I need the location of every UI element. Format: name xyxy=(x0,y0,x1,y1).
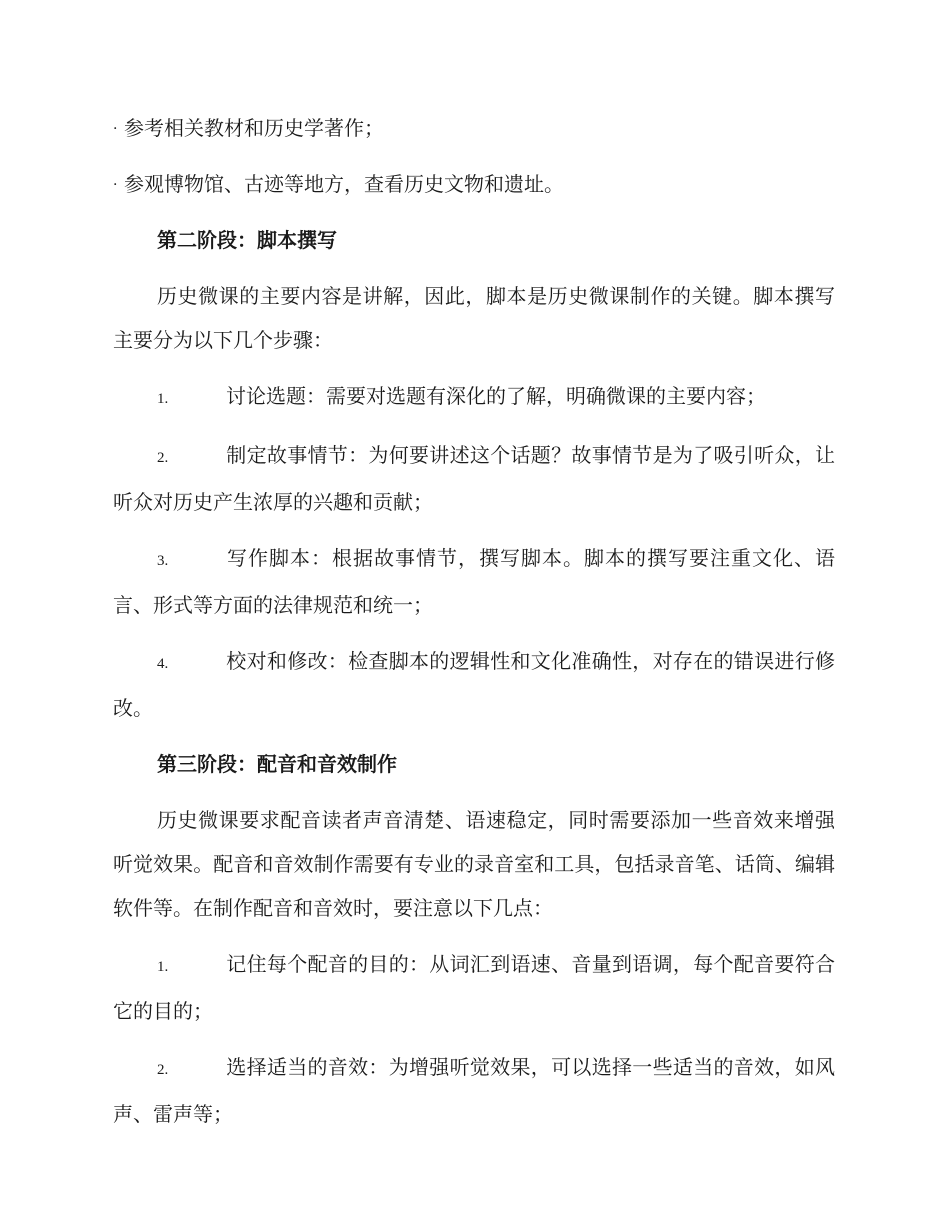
list-number: 1. xyxy=(157,959,169,975)
list-text: 制定故事情节：为何要讲述这个话题？故事情节是为了吸引听众，让听众对历史产生浓厚的兴趣和贡献； xyxy=(113,443,835,514)
list-number: 3. xyxy=(157,553,169,569)
bullet-text: 参考相关教材和历史学著作； xyxy=(124,116,384,140)
bullet-marker: · xyxy=(113,177,118,193)
document-body xyxy=(113,106,835,1148)
list-item xyxy=(113,639,835,730)
list-item xyxy=(113,942,835,1033)
list-text: 写作脚本：根据故事情节，撰写脚本。脚本的撰写要注重文化、语言、形式等方面的法律规范和统一； xyxy=(113,546,835,617)
section-heading-stage3: 第三阶段：配音和音效制作 xyxy=(157,752,397,776)
list-text: 讨论选题：需要对选题有深化的了解，明确微课的主要内容； xyxy=(226,384,766,408)
bullet-text: 参观博物馆、古迹等地方，查看历史文物和遗址。 xyxy=(124,172,564,196)
list-text: 记住每个配音的目的：从词汇到语速、音量到语调，每个配音要符合它的目的； xyxy=(113,952,835,1023)
list-item xyxy=(113,536,835,627)
list-number: 4. xyxy=(157,656,169,672)
section-heading-stage2: 第二阶段：脚本撰写 xyxy=(157,228,337,252)
paragraph-stage3-intro: 历史微课要求配音读者声音清楚、语速稳定，同时需要添加一些音效来增强听觉效果。配音和音效制作需要有专业的录音室和工具，包括录音笔、话筒、编辑软件等。在制作配音和音效时，要注意以下几点： xyxy=(113,808,835,920)
list-number: 2. xyxy=(157,450,169,466)
bullet-marker: · xyxy=(113,121,118,137)
list-item xyxy=(113,374,835,421)
list-number: 2. xyxy=(157,1062,169,1078)
list-item xyxy=(113,1045,835,1136)
list-number: 1. xyxy=(157,391,169,407)
bullet-item xyxy=(113,106,835,150)
list-text: 校对和修改：检查脚本的逻辑性和文化准确性，对存在的错误进行修改。 xyxy=(113,649,835,720)
paragraph-stage2-intro: 历史微课的主要内容是讲解，因此，脚本是历史微课制作的关键。脚本撰写主要分为以下几个步骤： xyxy=(113,284,835,352)
list-item xyxy=(113,433,835,524)
bullet-item xyxy=(113,162,835,206)
list-text: 选择适当的音效：为增强听觉效果，可以选择一些适当的音效，如风声、雷声等； xyxy=(113,1055,835,1126)
